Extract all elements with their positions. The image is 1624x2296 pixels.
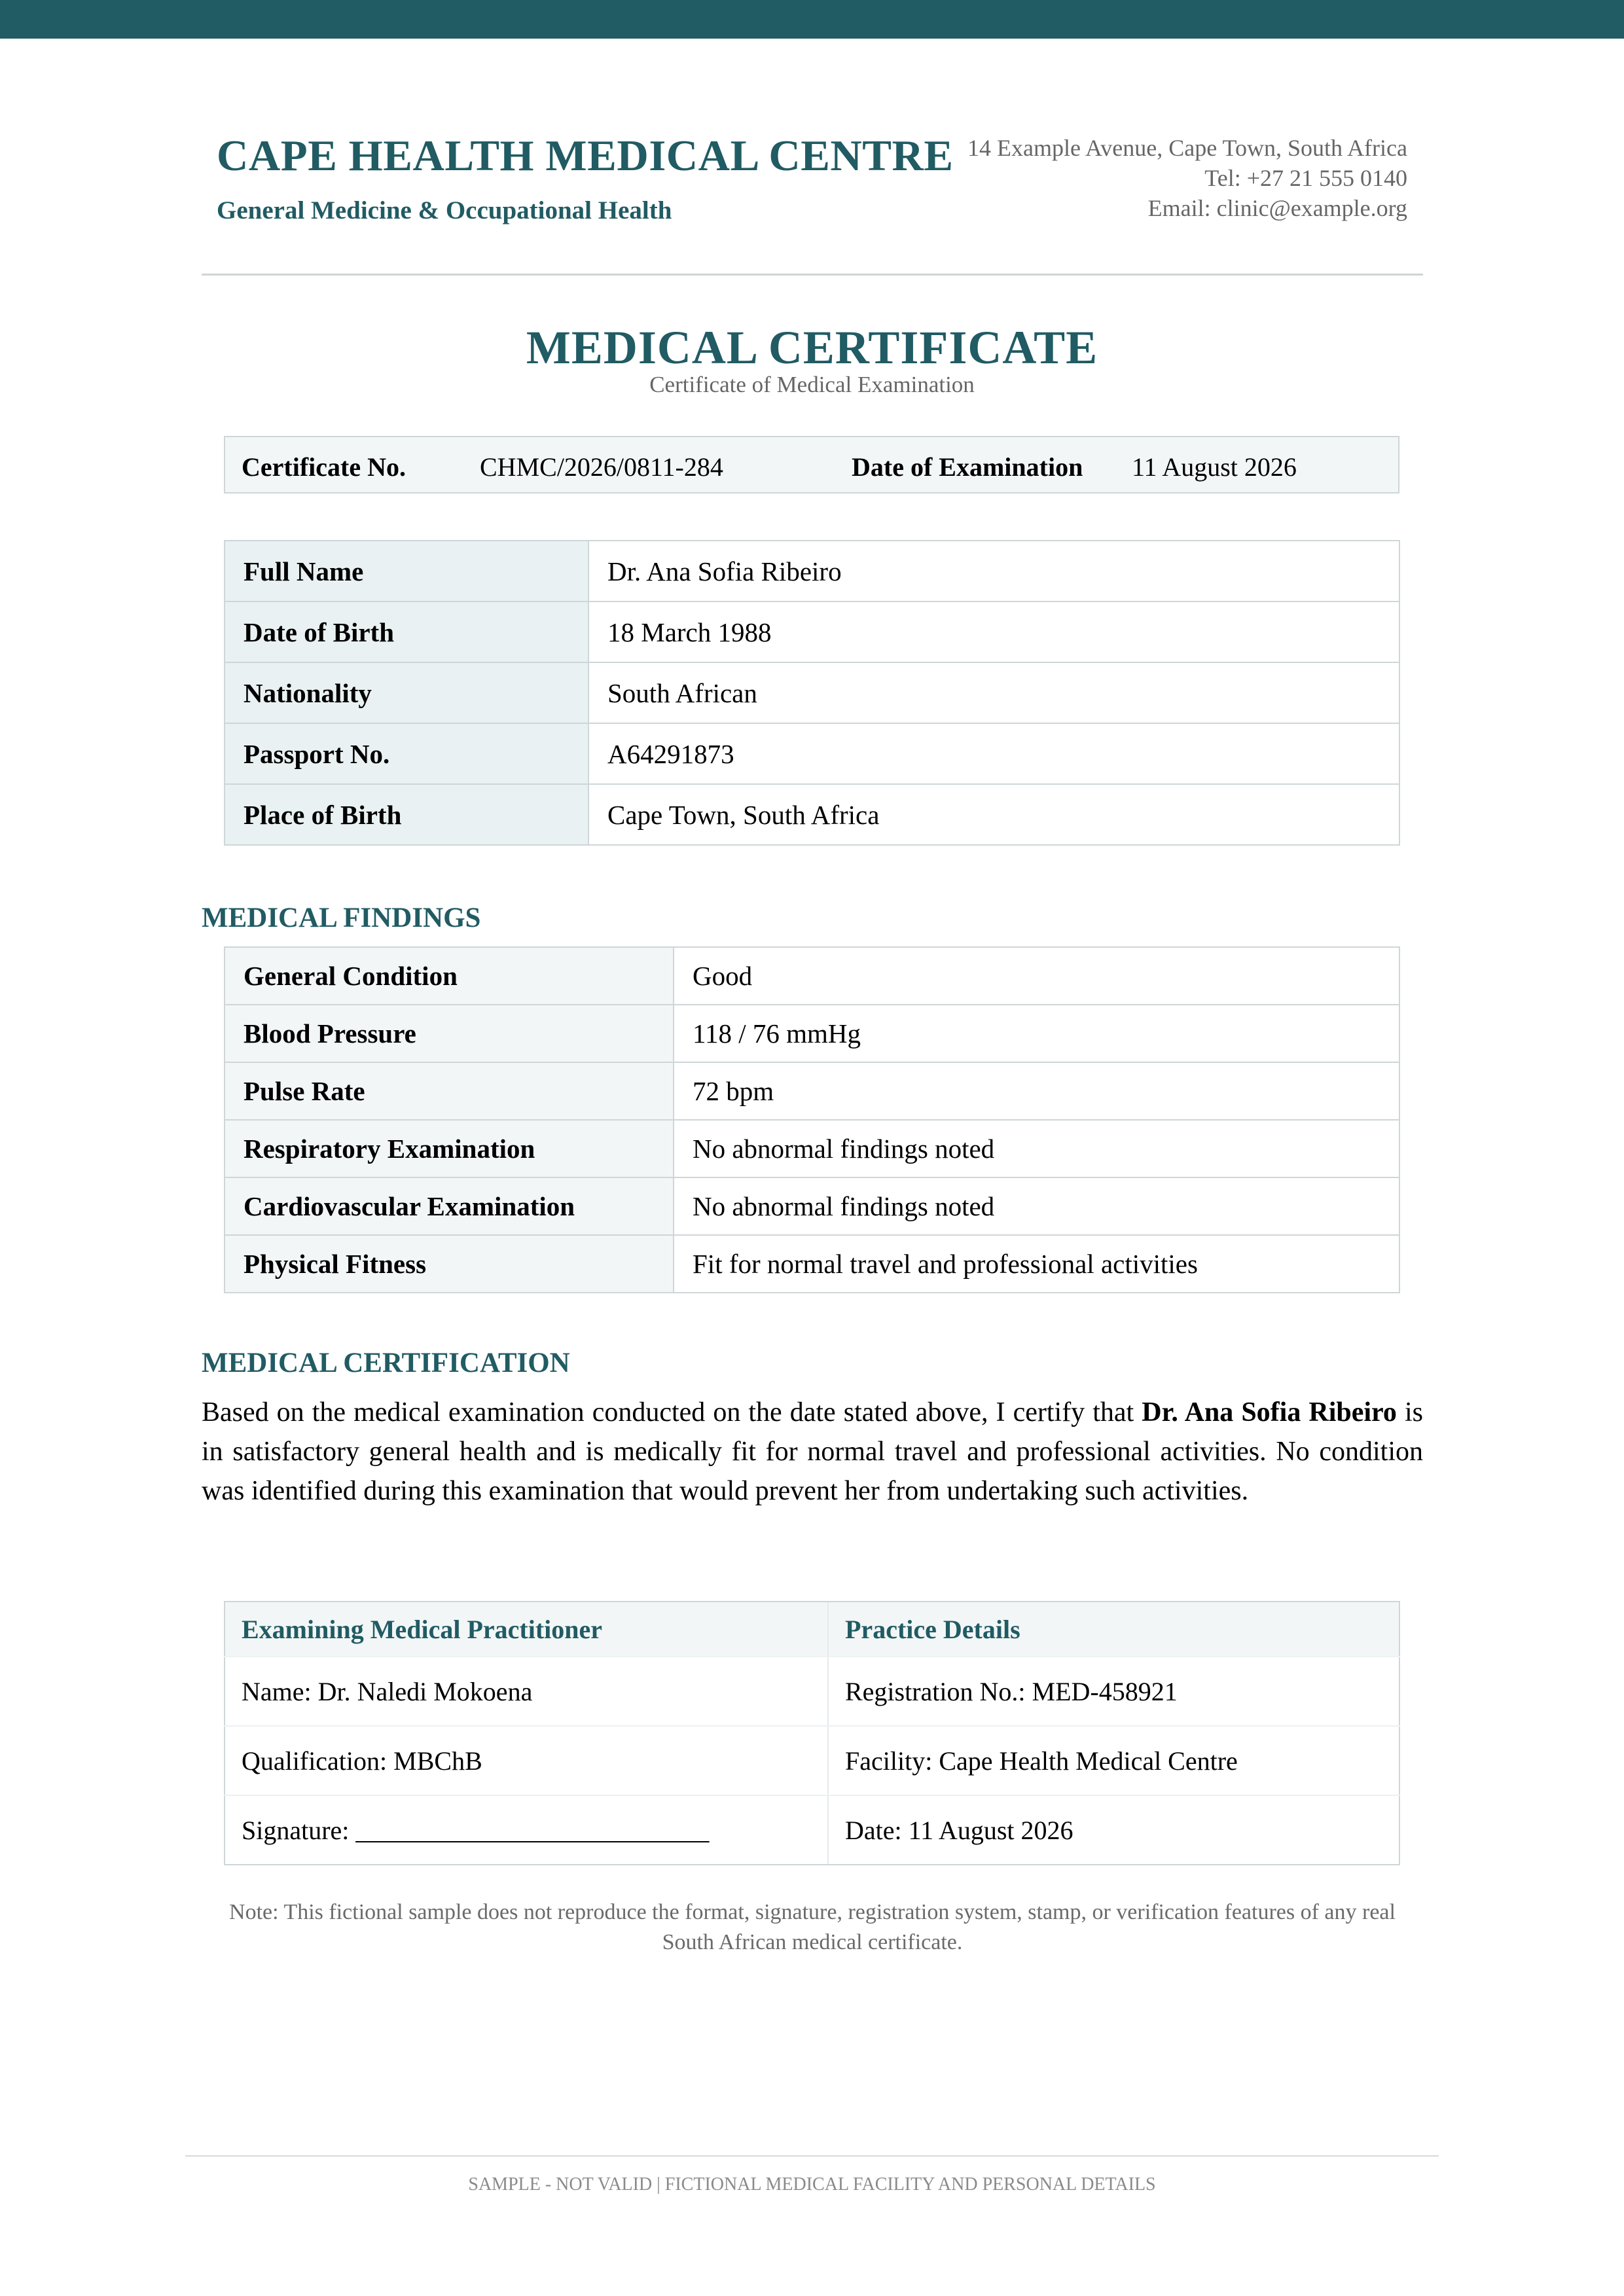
document-subtitle: Certificate of Medical Examination bbox=[649, 372, 975, 397]
footer-divider bbox=[185, 2155, 1439, 2157]
certificate-number-value: CHMC/2026/0811-284 bbox=[480, 452, 723, 482]
top-banner-bar bbox=[0, 0, 1624, 39]
field-value: A64291873 bbox=[588, 723, 1399, 784]
header-divider bbox=[202, 274, 1423, 276]
table-row bbox=[225, 1120, 1399, 1177]
table-row bbox=[225, 723, 1399, 784]
table-row bbox=[225, 947, 1399, 1005]
registration-number: Registration No.: MED-458921 bbox=[828, 1657, 1399, 1726]
finding-label: Physical Fitness bbox=[225, 1235, 674, 1293]
finding-label: Respiratory Examination bbox=[225, 1120, 674, 1177]
personal-details-table bbox=[224, 540, 1400, 846]
field-label: Nationality bbox=[225, 662, 588, 723]
patient-name-bold: Dr. Ana Sofia Ribeiro bbox=[1142, 1397, 1397, 1427]
finding-label: Pulse Rate bbox=[225, 1062, 674, 1120]
disclaimer-note: Note: This fictional sample does not reproduce the format, signature, registration system, stamp, or verification features of any real South African medical certificate. bbox=[229, 1900, 1396, 1954]
table-row bbox=[225, 784, 1399, 845]
field-label: Full Name bbox=[225, 541, 588, 601]
statement-text-end: is in satisfactory general health and is medically fit for normal travel and professional activities. No condition was identified during this examination that would prevent her from undertaking such activities. bbox=[202, 1397, 1423, 1506]
table-row bbox=[225, 541, 1399, 601]
clinic-address: 14 Example Avenue, Cape Town, South Africa bbox=[967, 135, 1407, 161]
field-label: Place of Birth bbox=[225, 784, 588, 845]
clinic-subtitle: General Medicine & Occupational Health bbox=[217, 196, 672, 224]
clinic-contact bbox=[967, 133, 1407, 223]
table-row bbox=[225, 1726, 1399, 1795]
table-row bbox=[225, 662, 1399, 723]
finding-value: Fit for normal travel and professional activities bbox=[674, 1235, 1399, 1293]
exam-date-label: Date of Examination bbox=[852, 452, 1083, 482]
finding-value: 72 bpm bbox=[674, 1062, 1399, 1120]
clinic-phone: Tel: +27 21 555 0140 bbox=[1204, 165, 1407, 191]
certification-heading: MEDICAL CERTIFICATION bbox=[202, 1348, 570, 1378]
certificate-info-box bbox=[224, 436, 1399, 493]
finding-label: General Condition bbox=[225, 947, 674, 1005]
certification-statement bbox=[202, 1393, 1423, 1511]
table-header-row bbox=[225, 1602, 1399, 1657]
practitioner-column-header: Examining Medical Practitioner bbox=[225, 1602, 828, 1657]
finding-value: No abnormal findings noted bbox=[674, 1120, 1399, 1177]
finding-value: No abnormal findings noted bbox=[674, 1177, 1399, 1235]
table-row bbox=[225, 1235, 1399, 1293]
findings-heading: MEDICAL FINDINGS bbox=[202, 903, 481, 933]
finding-value: Good bbox=[674, 947, 1399, 1005]
practitioner-qualification: Qualification: MBChB bbox=[225, 1726, 828, 1795]
practitioner-table bbox=[224, 1601, 1400, 1865]
exam-date-value: 11 August 2026 bbox=[1132, 452, 1297, 482]
signature-line: Signature: ___________________________ bbox=[225, 1795, 828, 1865]
finding-value: 118 / 76 mmHg bbox=[674, 1005, 1399, 1062]
practitioner-name: Name: Dr. Naledi Mokoena bbox=[225, 1657, 828, 1726]
document-title: MEDICAL CERTIFICATE bbox=[526, 321, 1098, 374]
field-value: Dr. Ana Sofia Ribeiro bbox=[588, 541, 1399, 601]
clinic-email: Email: clinic@example.org bbox=[1147, 195, 1407, 221]
clinic-name: CAPE HEALTH MEDICAL CENTRE bbox=[217, 132, 954, 180]
practice-column-header: Practice Details bbox=[828, 1602, 1399, 1657]
table-row bbox=[225, 1062, 1399, 1120]
statement-text-start: Based on the medical examination conducted on the date stated above, I certify that bbox=[202, 1397, 1142, 1427]
table-row bbox=[225, 601, 1399, 662]
field-label: Date of Birth bbox=[225, 601, 588, 662]
field-value: South African bbox=[588, 662, 1399, 723]
certificate-number-label: Certificate No. bbox=[242, 452, 406, 482]
finding-label: Cardiovascular Examination bbox=[225, 1177, 674, 1235]
finding-label: Blood Pressure bbox=[225, 1005, 674, 1062]
medical-findings-table bbox=[224, 946, 1400, 1293]
footer-text: SAMPLE - NOT VALID | FICTIONAL MEDICAL FACILITY AND PERSONAL DETAILS bbox=[468, 2174, 1156, 2195]
signature-date: Date: 11 August 2026 bbox=[828, 1795, 1399, 1865]
table-row bbox=[225, 1005, 1399, 1062]
field-value: 18 March 1988 bbox=[588, 601, 1399, 662]
table-row bbox=[225, 1177, 1399, 1235]
facility-name: Facility: Cape Health Medical Centre bbox=[828, 1726, 1399, 1795]
table-row bbox=[225, 1657, 1399, 1726]
field-label: Passport No. bbox=[225, 723, 588, 784]
table-row bbox=[225, 1795, 1399, 1865]
field-value: Cape Town, South Africa bbox=[588, 784, 1399, 845]
